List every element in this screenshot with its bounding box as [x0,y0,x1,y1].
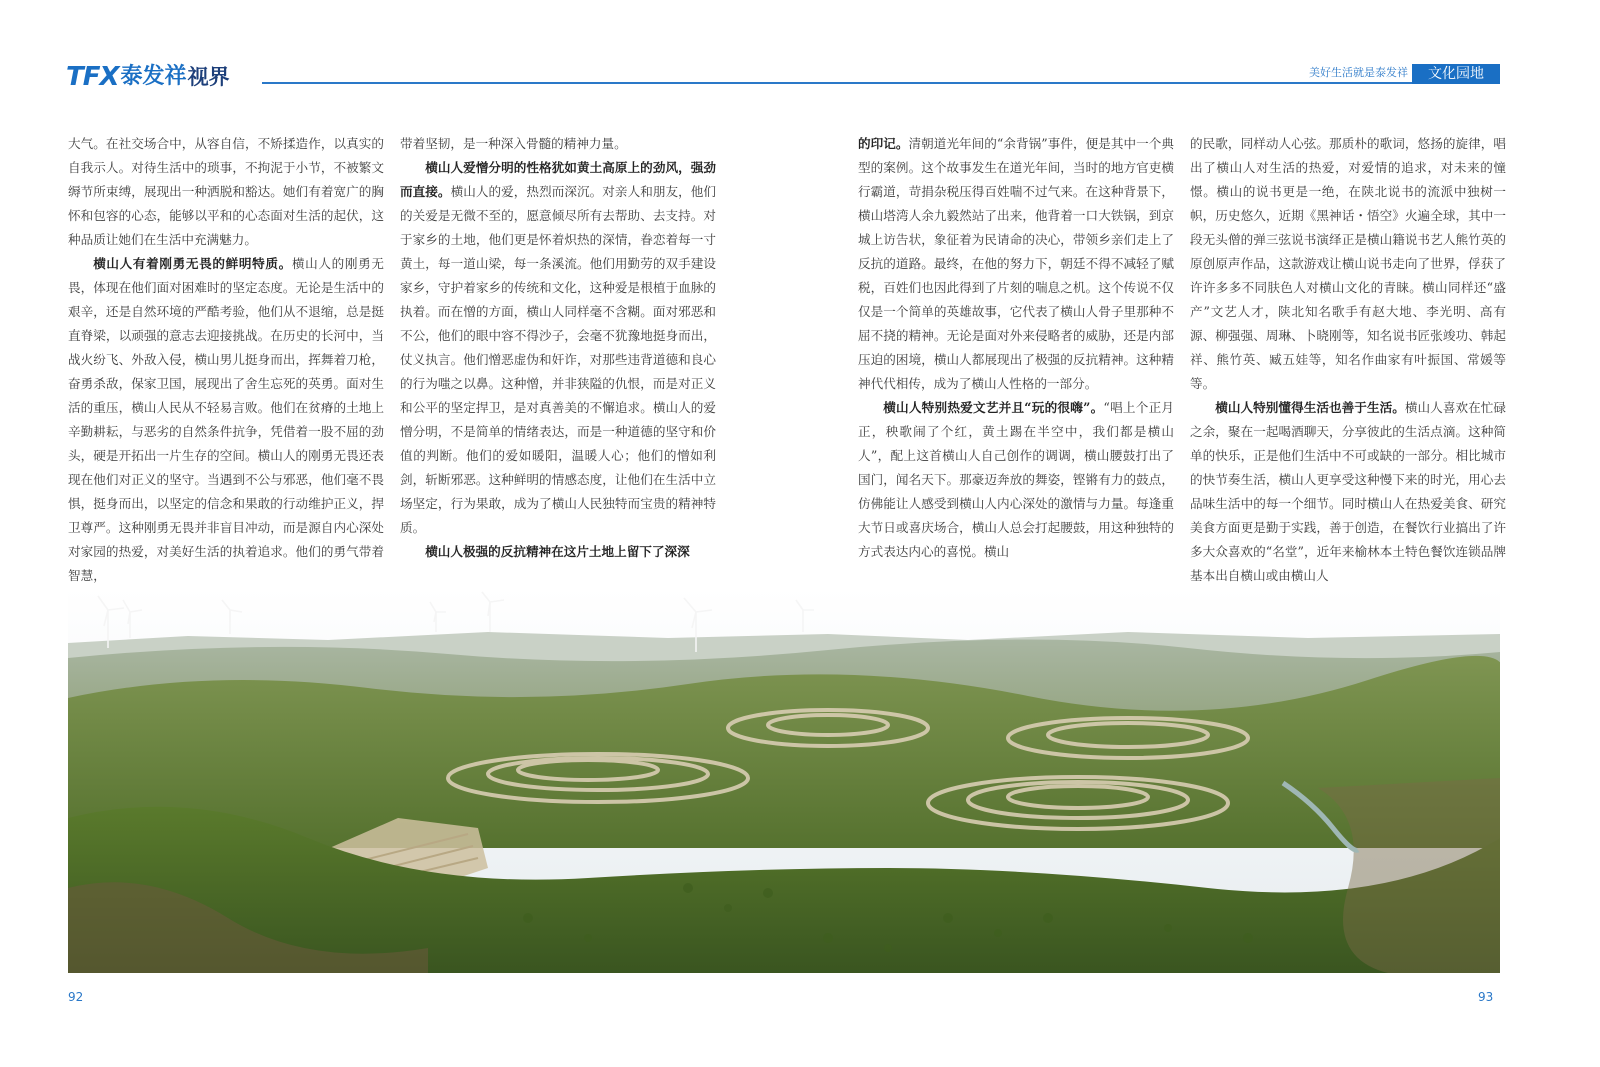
header-slogan: 美好生活就是泰发祥 [1309,66,1408,79]
paragraph: 大气。在社交场合中，从容自信，不矫揉造作，以真实的自我示人。对待生活中的琐事，不拘泥于小节，不被繁文缛节所束缚，展现出一种洒脱和豁达。她们有着宽广的胸怀和包容的心态，能够以平和的心态面对生活的起伏，这种品质让她们在生活中充满魅力。 [68,136,384,247]
paragraph: 带着坚韧，是一种深入骨髓的精神力量。 [400,136,627,151]
paragraph-lead: 的印记。 [858,136,909,151]
paragraph: 横山人特别懂得生活也善于生活。横山人喜欢在忙碌之余，聚在一起喝酒聊天，分享彼此的生活点滴。这种简单的快乐，正是他们生活中不可或缺的一部分。相比城市的快节奏生活，横山人更享受这种慢下来的时光，用心去品味生活中的每一个细节。同时横山人在热爱美食、研究美食方面更是勤于实践，善于创造，在餐饮行业搞出了许多大众喜欢的“名堂”，近年来榆林本土特色餐饮连锁品牌基本出自横山或由横山人 [1190,400,1506,583]
paragraph: 的印记。清朝道光年间的“余背锅”事件，便是其中一个典型的案例。这个故事发生在道光年间，当时的地方官吏横行霸道，苛捐杂税压得百姓喘不过气来。在这种背景下，横山塔湾人余九毅然站了出来，他背着一口大铁锅，到京城上访告状，象征着为民请命的决心，带领乡亲们走上了反抗的道路。最终，在他的努力下，朝廷不得不减轻了赋税，百姓们也因此得到了片刻的喘息之机。这个传说不仅仅是一个简单的英雄故事，它代表了横山人骨子里那种不屈不挠的精神。无论是面对外来侵略者的威胁，还是内部压迫的困境，横山人都展现出了极强的反抗精神。这种精神代代相传，成为了横山人性格的一部分。 [858,136,1174,391]
paragraph: 的民歌，同样动人心弦。那质朴的歌词，悠扬的旋律，唱出了横山人对生活的热爱，对爱情的追求，对未来的憧憬。横山的说书更是一绝，在陕北说书的流派中独树一帜，历史悠久，近期《黑神话・悟空》火遍全球，其中一段无头僧的弹三弦说书演绎正是横山籍说书艺人熊竹英的原创原声作品，这款游戏让横山说书走向了世界，俘获了许许多多不同肤色人对横山文化的青睐。横山同样还“盛产”文艺人才，陕北知名歌手有赵大地、李光明、高有源、柳强强、周琳、卜晓刚等，知名说书匠张竣功、韩起祥、熊竹英、臧五娃等，知名作曲家有叶振国、常媛等等。 [1190,136,1506,391]
paragraph-lead: 横山人有着刚勇无畏的鲜明特质。 [93,256,292,271]
paragraph-lead: 横山人爱憎分明的性格犹如黄土高原上的劲风，强劲而直接。 [400,160,716,199]
logo-tfx-mark: TFX [66,62,119,92]
logo-brand-subtitle: 视界 [187,65,230,89]
section-label: 文化园地 [1412,64,1500,84]
page-number-left: 92 [68,990,84,1004]
paragraph: 横山人爱憎分明的性格犹如黄土高原上的劲风，强劲而直接。横山人的爱，热烈而深沉。对亲人和朋友，他们的关爱是无微不至的，愿意倾尽所有去帮助、去支持。对于家乡的土地，他们更是怀着炽热的深情，眷恋着每一寸黄土，每一道山梁，每一条溪流。他们用勤劳的双手建设家乡，守护着家乡的传统和文化，这种爱是根植于血脉的执着。而在憎的方面，横山人同样毫不含糊。面对邪恶和不公，他们的眼中容不得沙子，会毫不犹豫地挺身而出，仗义执言。他们憎恶虚伪和奸诈，对那些违背道德和良心的行为嗤之以鼻。这种憎，并非狭隘的仇恨，而是对正义和公平的坚定捍卫，是对真善美的不懈追求。横山人的爱憎分明，不是简单的情绪表达，而是一种道德的坚守和价值的判断。他们的爱如暖阳，温暖人心；他们的憎如利剑，斩断邪恶。这种鲜明的情感态度，让他们在生活中立场坚定，行为果敢，成为了横山人民独特而宝贵的精神特质。 [400,160,716,535]
magazine-logo [66,60,230,90]
paragraph: 横山人特别热爱文艺并且“玩的很嗨”。“唱上个正月正，秧歌闹了个红，黄土踢在半空中，我们都是横山人”，配上这首横山人自己创作的调调，横山腰鼓打出了国门，闻名天下。那豪迈奔放的舞姿，铿锵有力的鼓点，仿佛能让人感受到横山人内心深处的激情与力量。每逢重大节日或喜庆场合，横山人总会打起腰鼓，用这种独特的方式表达内心的喜悦。横山 [858,400,1174,559]
landscape-photo [68,588,1500,973]
terraced-hills-illustration [68,588,1500,973]
paragraph: 横山人有着刚勇无畏的鲜明特质。横山人的刚勇无畏，体现在他们面对困难时的坚定态度。无论是生活中的艰辛，还是自然环境的严酷考验，他们从不退缩，总是挺直脊梁，以顽强的意志去迎接挑战。在历史的长河中，当战火纷飞、外敌入侵，横山男儿挺身而出，挥舞着刀枪，奋勇杀敌，保家卫国，展现出了舍生忘死的英勇。面对生活的重压，横山人民从不轻易言败。他们在贫瘠的土地上辛勤耕耘，与恶劣的自然条件抗争，凭借着一股不屈的劲头，硬是开拓出一片生存的空间。横山人的刚勇无畏还表现在他们对正义的坚守。当遇到不公与邪恶，他们毫不畏惧，挺身而出，以坚定的信念和果敢的行动维护正义，捍卫尊严。这种刚勇无畏并非盲目冲动，而是源自内心深处对家园的热爱，对美好生活的执着追求。他们的勇气带着智慧， [68,256,384,583]
paragraph-lead: 横山人特别懂得生活也善于生活。 [1215,400,1405,415]
text-column-4 [1190,132,1506,590]
page-number-right: 93 [1478,990,1494,1004]
paragraph [400,540,716,564]
text-column-1 [68,132,384,590]
text-column-3 [858,132,1174,590]
paragraph-lead: 横山人极强的反抗精神在这片土地上留下了深深 [425,544,690,559]
logo-brand-name: 泰发祥 [120,64,187,89]
page-header [0,0,1600,100]
text-column-2 [400,132,716,590]
paragraph-lead: 横山人特别热爱文艺并且“玩的很嗨”。 [883,400,1104,415]
header-divider [262,82,1498,84]
